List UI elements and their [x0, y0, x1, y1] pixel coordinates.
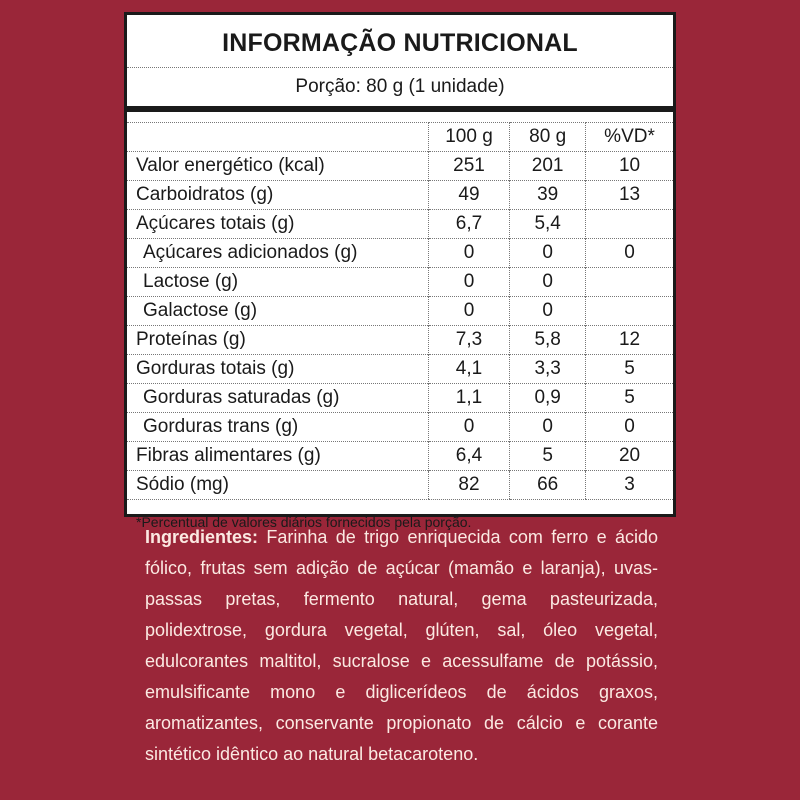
nutrient-name: Proteínas (g) — [127, 326, 428, 355]
value-per-80g: 0 — [510, 239, 586, 268]
nutrient-name: Lactose (g) — [127, 268, 428, 297]
ingredients-text: Farinha de trigo enriquecida com ferro e ácido fólico, frutas sem adição de açúcar (mamão e laranja), uvas-passas pretas, fermento natural, gema pasteurizada, polidextrose, gordura vegetal, glúten, sal, óleo vegetal, edulcorantes maltitol, sucralose e acessulfame de potássio, emulsificante mono e diglicerídeos de ácidos graxos, aromatizantes, conservante propionato de cálcio e corante sintético idêntico ao natural betacaroteno. — [145, 527, 658, 764]
value-per-100g: 7,3 — [428, 326, 510, 355]
value-per-80g: 0 — [510, 268, 586, 297]
nutrient-name: Carboidratos (g) — [127, 181, 428, 210]
nutrient-name: Fibras alimentares (g) — [127, 442, 428, 471]
value-per-100g: 6,7 — [428, 210, 510, 239]
daily-value-percent — [586, 210, 673, 239]
table-row — [127, 268, 673, 297]
nutrient-name: Gorduras totais (g) — [127, 355, 428, 384]
table-row — [127, 413, 673, 442]
value-per-80g: 3,3 — [510, 355, 586, 384]
column-header-80g: 80 g — [510, 123, 586, 152]
value-per-100g: 1,1 — [428, 384, 510, 413]
footnote: *Percentual de valores diários fornecidos pela porção. — [136, 514, 472, 530]
ingredients-paragraph — [145, 522, 658, 770]
value-per-80g: 0,9 — [510, 384, 586, 413]
table-row — [127, 239, 673, 268]
nutrition-table — [127, 122, 673, 500]
nutrient-name: Gorduras saturadas (g) — [127, 384, 428, 413]
value-per-80g: 39 — [510, 181, 586, 210]
table-row — [127, 326, 673, 355]
value-per-80g: 201 — [510, 152, 586, 181]
nutrient-name: Sódio (mg) — [127, 471, 428, 500]
table-header-row — [127, 123, 673, 152]
table-row — [127, 442, 673, 471]
value-per-80g: 0 — [510, 413, 586, 442]
value-per-80g: 5 — [510, 442, 586, 471]
table-row — [127, 181, 673, 210]
value-per-80g: 5,8 — [510, 326, 586, 355]
value-per-100g: 0 — [428, 297, 510, 326]
value-per-80g: 66 — [510, 471, 586, 500]
nutrient-name: Galactose (g) — [127, 297, 428, 326]
value-per-100g: 4,1 — [428, 355, 510, 384]
daily-value-percent: 20 — [586, 442, 673, 471]
column-header-vd: %VD* — [586, 123, 673, 152]
value-per-100g: 6,4 — [428, 442, 510, 471]
daily-value-percent: 5 — [586, 384, 673, 413]
value-per-100g: 0 — [428, 413, 510, 442]
daily-value-percent: 10 — [586, 152, 673, 181]
daily-value-percent — [586, 297, 673, 326]
column-header-100g: 100 g — [428, 123, 510, 152]
panel-title: INFORMAÇÃO NUTRICIONAL — [127, 15, 673, 68]
daily-value-percent: 12 — [586, 326, 673, 355]
value-per-100g: 251 — [428, 152, 510, 181]
nutrient-name: Gorduras trans (g) — [127, 413, 428, 442]
portion-size: Porção: 80 g (1 unidade) — [127, 68, 673, 112]
value-per-80g: 5,4 — [510, 210, 586, 239]
nutrition-table-body — [127, 152, 673, 500]
value-per-80g: 0 — [510, 297, 586, 326]
daily-value-percent — [586, 268, 673, 297]
daily-value-percent: 0 — [586, 239, 673, 268]
table-row — [127, 384, 673, 413]
nutrient-name: Valor energético (kcal) — [127, 152, 428, 181]
table-row — [127, 471, 673, 500]
ingredients-label: Ingredientes: — [145, 527, 259, 547]
value-per-100g: 49 — [428, 181, 510, 210]
daily-value-percent: 0 — [586, 413, 673, 442]
nutrition-facts-panel — [124, 12, 676, 530]
table-row — [127, 355, 673, 384]
table-row — [127, 152, 673, 181]
nutrient-header — [127, 123, 428, 152]
table-row — [127, 297, 673, 326]
daily-value-percent: 5 — [586, 355, 673, 384]
nutrient-name: Açúcares adicionados (g) — [127, 239, 428, 268]
nutrient-name: Açúcares totais (g) — [127, 210, 428, 239]
table-row — [127, 210, 673, 239]
value-per-100g: 82 — [428, 471, 510, 500]
daily-value-percent: 3 — [586, 471, 673, 500]
daily-value-percent: 13 — [586, 181, 673, 210]
value-per-100g: 0 — [428, 268, 510, 297]
value-per-100g: 0 — [428, 239, 510, 268]
